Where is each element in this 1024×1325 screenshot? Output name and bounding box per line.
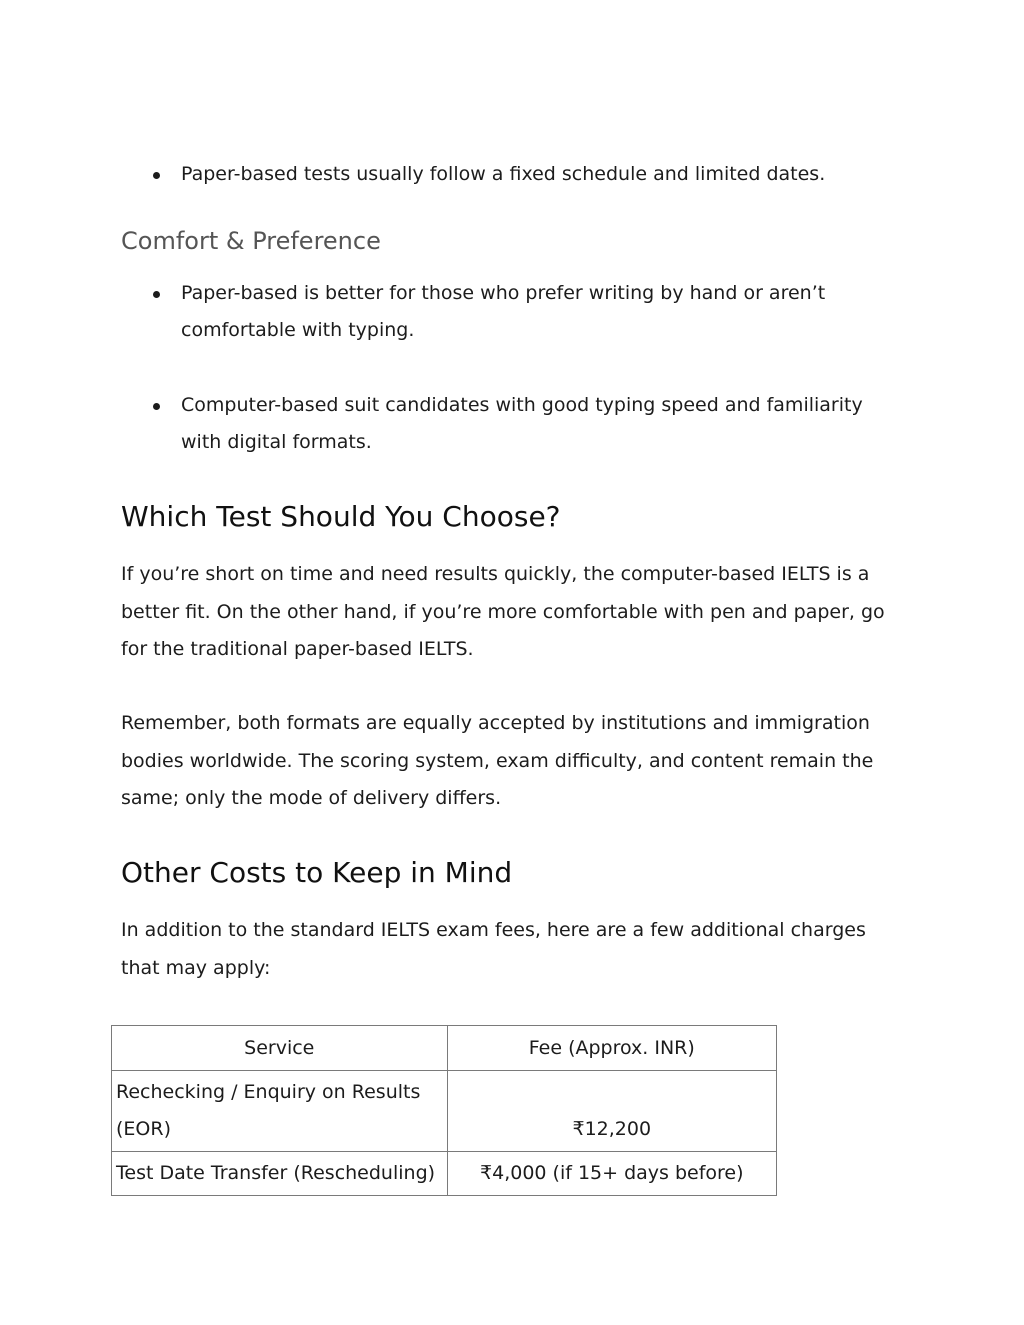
bullet-text: Paper-based is better for those who prefer writing by hand or aren’t comfortable with typing. xyxy=(181,282,826,341)
choose-paragraph-2: Remember, both formats are equally accepted by institutions and immigration bodies worldwide. The scoring system, exam difficulty, and content remain the same; only the mode of delivery differs. xyxy=(121,712,874,809)
comfort-subheading: Comfort & Preference xyxy=(121,227,381,255)
fees-table xyxy=(111,1025,777,1196)
fee-cell: ₹12,200 xyxy=(447,1071,776,1152)
other-costs-heading: Other Costs to Keep in Mind xyxy=(121,856,513,889)
other-costs-intro: In addition to the standard IELTS exam fees, here are a few additional charges that may apply: xyxy=(121,919,866,979)
table-row xyxy=(112,1152,777,1196)
fee-cell: ₹4,000 (if 15+ days before) xyxy=(447,1152,776,1196)
bullet-text: Paper-based tests usually follow a fixed schedule and limited dates. xyxy=(181,163,826,185)
table-row xyxy=(112,1071,777,1152)
schedule-bullet-list xyxy=(150,156,870,193)
fee-column-header: Fee (Approx. INR) xyxy=(447,1026,776,1071)
comfort-bullet-list xyxy=(150,275,870,461)
list-item xyxy=(150,387,870,461)
bullet-icon xyxy=(153,172,160,179)
bullet-icon xyxy=(153,291,160,298)
list-item xyxy=(150,156,870,193)
choose-paragraph-1: If you’re short on time and need results quickly, the computer-based IELTS is a better fit. On the other hand, if you’re more comfortable with pen and paper, go for the traditional paper-based IELTS. xyxy=(121,563,885,660)
list-item xyxy=(150,275,870,349)
service-cell: Test Date Transfer (Rescheduling) xyxy=(112,1152,448,1196)
bullet-text: Computer-based suit candidates with good typing speed and familiarity with digital formats. xyxy=(181,394,863,453)
service-cell: Rechecking / Enquiry on Results (EOR) xyxy=(112,1071,448,1152)
bullet-icon xyxy=(153,403,160,410)
table-header-row xyxy=(112,1026,777,1071)
service-column-header: Service xyxy=(112,1026,448,1071)
choose-heading: Which Test Should You Choose? xyxy=(121,500,561,533)
